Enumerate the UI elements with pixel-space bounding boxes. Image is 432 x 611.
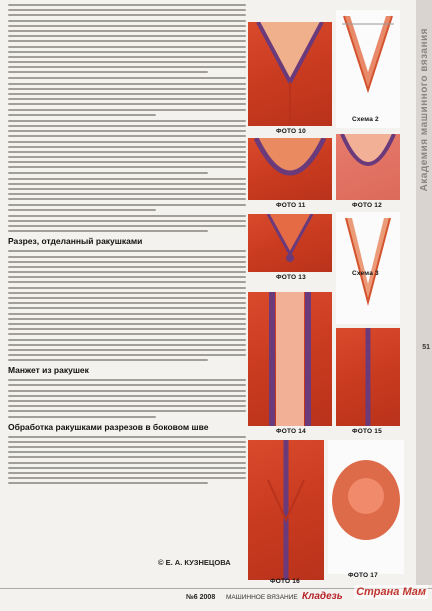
text-paragraph — [8, 178, 246, 211]
watermark: Страна Мам — [356, 586, 426, 598]
knit-photo — [336, 328, 400, 426]
author-credit: © Е. А. КУЗНЕЦОВА — [158, 558, 231, 567]
text-paragraph — [8, 77, 246, 115]
photo-caption: ФОТО 15 — [352, 428, 382, 435]
text-paragraph — [8, 379, 246, 417]
photo-caption: ФОТО 14 — [276, 428, 306, 435]
magazine-name: МАШИННОЕ ВЯЗАНИЕ — [226, 594, 298, 601]
knit-photo — [336, 134, 400, 200]
text-paragraph — [8, 436, 246, 485]
section-heading: Разрез, отделанный ракушками — [8, 236, 143, 247]
photo-caption: ФОТО 11 — [276, 202, 306, 209]
side-band — [416, 0, 432, 585]
scheme-diagram — [336, 212, 400, 324]
scheme-diagram — [336, 10, 400, 128]
photo-caption: ФОТО 17 — [348, 572, 378, 579]
vertical-section-title: Академия машинного вязания — [419, 28, 430, 192]
page-number: 51 — [422, 344, 430, 351]
text-paragraph — [8, 4, 246, 73]
photo-caption: ФОТО 13 — [276, 274, 306, 281]
photo-caption: ФОТО 10 — [276, 128, 306, 135]
photo-caption: ФОТО 12 — [352, 202, 382, 209]
article-text-column — [8, 4, 246, 579]
text-paragraph — [8, 120, 246, 174]
knit-photo — [248, 292, 332, 426]
knit-photo — [248, 214, 332, 272]
knit-photo — [248, 440, 324, 580]
scheme-caption: Схема 3 — [352, 270, 379, 277]
text-paragraph — [8, 215, 246, 233]
text-paragraph — [8, 250, 246, 361]
knit-photo — [248, 22, 332, 126]
photo-caption: ФОТО 16 — [270, 578, 300, 585]
knit-photo — [328, 440, 404, 574]
scheme-caption: Схема 2 — [352, 116, 379, 123]
photo-column — [248, 0, 416, 585]
section-heading: Обработка ракушками разрезов в боковом шве — [8, 421, 209, 432]
section-heading: Манжет из ракушек — [8, 365, 89, 376]
brand-logo: Кладезь — [302, 591, 343, 602]
issue-number: №6 2008 — [186, 594, 216, 601]
knit-photo — [248, 138, 332, 200]
